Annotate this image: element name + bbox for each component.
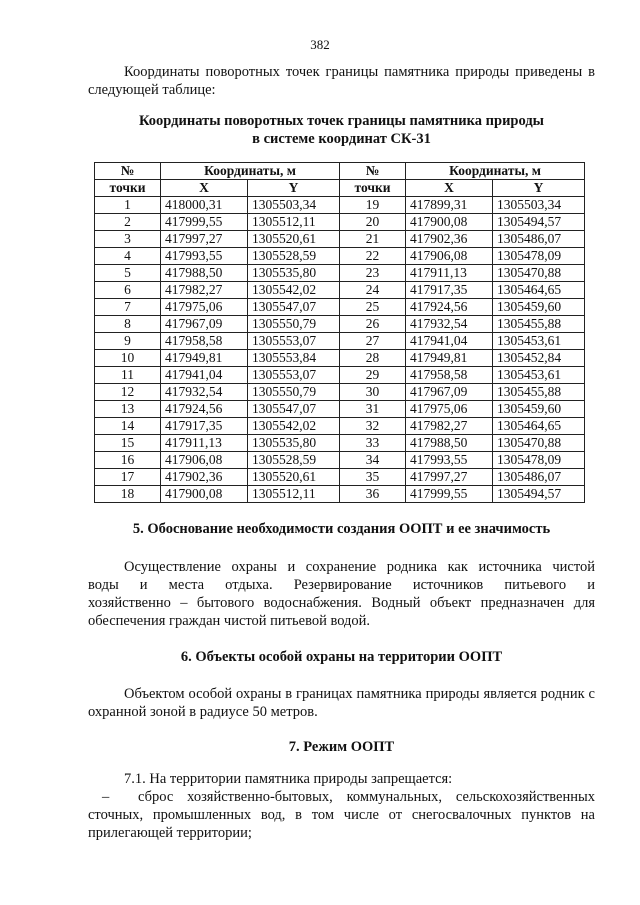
point-number: 28 [340, 350, 406, 367]
x-value: 417949,81 [406, 350, 493, 367]
header-point-label: точки [340, 180, 406, 197]
y-value: 1305542,02 [248, 418, 340, 435]
table-title [88, 112, 595, 148]
section-6-title: 6. Объекты особой охраны на территории ООПТ [180, 649, 503, 665]
y-value: 1305553,84 [248, 350, 340, 367]
x-value: 417997,27 [161, 231, 248, 248]
section-7-paragraph [88, 770, 595, 842]
y-value: 1305459,60 [493, 401, 585, 418]
x-value: 417975,06 [161, 299, 248, 316]
x-value: 417932,54 [161, 384, 248, 401]
point-number: 24 [340, 282, 406, 299]
point-number: 15 [95, 435, 161, 452]
table-row [95, 469, 585, 486]
x-value: 417902,36 [161, 469, 248, 486]
header-x: X [161, 180, 248, 197]
table-row [95, 299, 585, 316]
section-7-title: 7. Режим ООПТ [288, 739, 395, 755]
y-value: 1305547,07 [248, 401, 340, 418]
y-value: 1305478,09 [493, 248, 585, 265]
x-value: 417899,31 [406, 197, 493, 214]
x-value: 417900,08 [406, 214, 493, 231]
x-value: 417999,55 [161, 214, 248, 231]
point-number: 11 [95, 367, 161, 384]
point-number: 6 [95, 282, 161, 299]
section-5-paragraph [88, 558, 595, 630]
y-value: 1305453,61 [493, 367, 585, 384]
y-value: 1305550,79 [248, 316, 340, 333]
y-value: 1305464,65 [493, 282, 585, 299]
x-value: 417902,36 [406, 231, 493, 248]
section-5-rest: хозяйственно – бытового водоснабжения. Водный объект предназначен для обеспечения граждан чистой питьевой водой. [88, 595, 595, 629]
y-value: 1305520,61 [248, 231, 340, 248]
x-value: 417932,54 [406, 316, 493, 333]
table-row [95, 401, 585, 418]
x-value: 417924,56 [161, 401, 248, 418]
intro-paragraph [88, 63, 595, 99]
x-value: 417906,08 [406, 248, 493, 265]
x-value: 417949,81 [161, 350, 248, 367]
intro-text: Координаты поворотных точек границы памятника природы приведены в следующей таблице: [88, 64, 595, 98]
y-value: 1305503,34 [493, 197, 585, 214]
y-value: 1305494,57 [493, 214, 585, 231]
header-x: X [406, 180, 493, 197]
y-value: 1305535,80 [248, 435, 340, 452]
table-title-line-1: Координаты поворотных точек границы памятника природы [139, 113, 544, 129]
x-value: 417993,55 [161, 248, 248, 265]
table-row [95, 333, 585, 350]
x-value: 417982,27 [406, 418, 493, 435]
y-value: 1305486,07 [493, 469, 585, 486]
y-value: 1305550,79 [248, 384, 340, 401]
y-value: 1305520,61 [248, 469, 340, 486]
table-row [95, 452, 585, 469]
point-number: 29 [340, 367, 406, 384]
x-value: 417941,04 [161, 367, 248, 384]
point-number: 14 [95, 418, 161, 435]
table-row [95, 418, 585, 435]
point-number: 4 [95, 248, 161, 265]
y-value: 1305455,88 [493, 316, 585, 333]
coordinates-table-body [95, 197, 585, 503]
table-row [95, 384, 585, 401]
table-row [95, 367, 585, 384]
x-value: 418000,31 [161, 197, 248, 214]
x-value: 417982,27 [161, 282, 248, 299]
y-value: 1305535,80 [248, 265, 340, 282]
table-row [95, 435, 585, 452]
point-number: 23 [340, 265, 406, 282]
table-row [95, 350, 585, 367]
point-number: 9 [95, 333, 161, 350]
y-value: 1305553,07 [248, 367, 340, 384]
table-row [95, 316, 585, 333]
header-y: Y [493, 180, 585, 197]
point-number: 10 [95, 350, 161, 367]
point-number: 33 [340, 435, 406, 452]
point-number: 21 [340, 231, 406, 248]
x-value: 417975,06 [406, 401, 493, 418]
x-value: 417900,08 [161, 486, 248, 503]
y-value: 1305494,57 [493, 486, 585, 503]
point-number: 18 [95, 486, 161, 503]
x-value: 417967,09 [406, 384, 493, 401]
coordinates-table [94, 162, 585, 503]
x-value: 417911,13 [406, 265, 493, 282]
y-value: 1305512,11 [248, 214, 340, 231]
y-value: 1305512,11 [248, 486, 340, 503]
point-number: 13 [95, 401, 161, 418]
y-value: 1305486,07 [493, 231, 585, 248]
y-value: 1305464,65 [493, 418, 585, 435]
y-value: 1305470,88 [493, 265, 585, 282]
y-value: 1305459,60 [493, 299, 585, 316]
point-number: 31 [340, 401, 406, 418]
y-value: 1305452,84 [493, 350, 585, 367]
x-value: 417917,35 [161, 418, 248, 435]
y-value: 1305453,61 [493, 333, 585, 350]
table-row [95, 231, 585, 248]
table-title-line-2: в системе координат СК-31 [252, 131, 431, 147]
section-5-line-1: Осуществление охраны и сохранение родника как источника чистой [124, 559, 595, 575]
section-7-item-2: сброс хозяйственно-бытовых, коммунальных, сельскохозяйственных сточных, промышленных вод, в том числе от снегосвалочных пунктов на прилегающей территории; [88, 789, 595, 841]
point-number: 1 [95, 197, 161, 214]
point-number: 26 [340, 316, 406, 333]
point-number: 8 [95, 316, 161, 333]
section-6-paragraph [88, 685, 595, 721]
point-number: 34 [340, 452, 406, 469]
header-coordinates: Координаты, м [406, 163, 585, 180]
x-value: 417958,58 [406, 367, 493, 384]
table-row [95, 282, 585, 299]
point-number: 19 [340, 197, 406, 214]
y-value: 1305553,07 [248, 333, 340, 350]
x-value: 417958,58 [161, 333, 248, 350]
x-value: 417906,08 [161, 452, 248, 469]
point-number: 5 [95, 265, 161, 282]
y-value: 1305547,07 [248, 299, 340, 316]
header-point-no: № [340, 163, 406, 180]
table-row [95, 486, 585, 503]
section-5-title: 5. Обоснование необходимости создания ООПТ и ее значимость [132, 521, 551, 537]
table-row [95, 197, 585, 214]
point-number: 12 [95, 384, 161, 401]
y-value: 1305503,34 [248, 197, 340, 214]
table-row [95, 248, 585, 265]
point-number: 3 [95, 231, 161, 248]
point-number: 30 [340, 384, 406, 401]
x-value: 417988,50 [406, 435, 493, 452]
table-header-row-2 [95, 180, 585, 197]
point-number: 32 [340, 418, 406, 435]
table-header-row-1 [95, 163, 585, 180]
y-value: 1305528,59 [248, 452, 340, 469]
table-row [95, 214, 585, 231]
y-value: 1305542,02 [248, 282, 340, 299]
page-number: 382 [310, 37, 330, 52]
header-point-label: точки [95, 180, 161, 197]
point-number: 25 [340, 299, 406, 316]
list-dash: – [102, 789, 110, 805]
point-number: 27 [340, 333, 406, 350]
x-value: 417999,55 [406, 486, 493, 503]
point-number: 36 [340, 486, 406, 503]
x-value: 417941,04 [406, 333, 493, 350]
y-value: 1305470,88 [493, 435, 585, 452]
x-value: 417997,27 [406, 469, 493, 486]
point-number: 17 [95, 469, 161, 486]
x-value: 417988,50 [161, 265, 248, 282]
y-value: 1305455,88 [493, 384, 585, 401]
x-value: 417917,35 [406, 282, 493, 299]
point-number: 20 [340, 214, 406, 231]
point-number: 7 [95, 299, 161, 316]
section-5-line-2: воды и места отдыха. Резервирование источников питьевого и [88, 577, 595, 593]
point-number: 2 [95, 214, 161, 231]
y-value: 1305528,59 [248, 248, 340, 265]
x-value: 417911,13 [161, 435, 248, 452]
point-number: 22 [340, 248, 406, 265]
x-value: 417993,55 [406, 452, 493, 469]
x-value: 417967,09 [161, 316, 248, 333]
section-6-text: Объектом особой охраны в границах памятника природы является родник с охранной зоной в радиусе 50 метров. [88, 686, 595, 720]
y-value: 1305478,09 [493, 452, 585, 469]
point-number: 16 [95, 452, 161, 469]
x-value: 417924,56 [406, 299, 493, 316]
header-coordinates: Координаты, м [161, 163, 340, 180]
point-number: 35 [340, 469, 406, 486]
table-row [95, 265, 585, 282]
header-y: Y [248, 180, 340, 197]
section-7-item-1: 7.1. На территории памятника природы запрещается: [124, 771, 453, 787]
header-point-no: № [95, 163, 161, 180]
